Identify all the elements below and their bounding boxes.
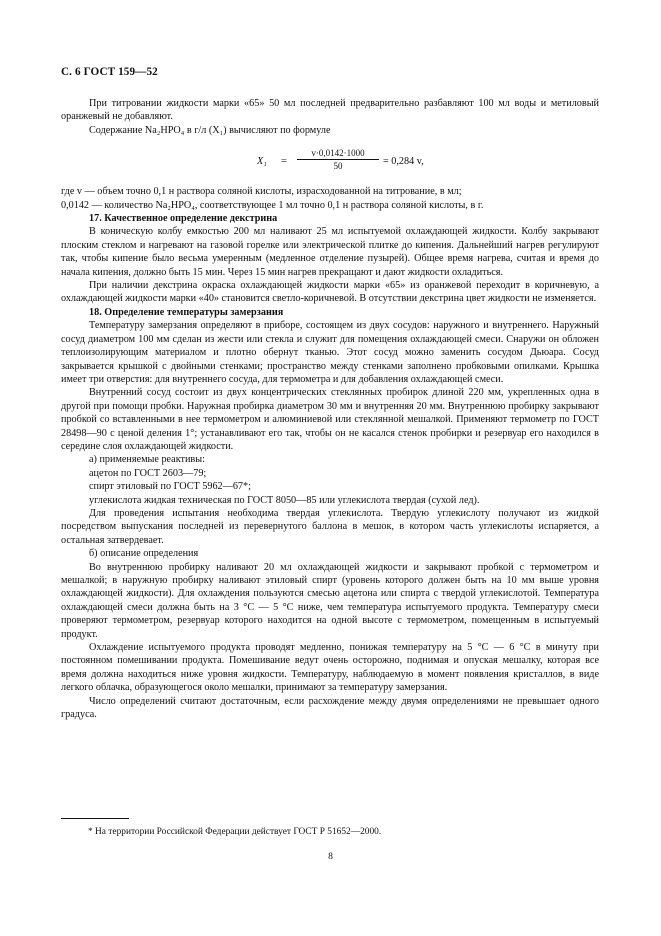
section-18-paragraph-5: Охлаждение испытуемого продукта проводят медленно, понижая температуру на 5 °С — 6 °С в минуту при постоянном помешивании продукта. Помешивание ведут очень осторожно, поднимая и опуская мешалку, которая все время должна находиться ниже уровня жидкости. Температуру, наблюдаемую в момент появления кристаллов, в виде легкого облачка, образующегося около мешалки, принимают за температуру замерзания. [61,642,599,694]
formula-equals: = [281,156,287,168]
section-18-paragraph-2: Внутренний сосуд состоит из двух концентрических стеклянных пробирок длиной 220 мм, укрепленных одна в другой при помощи пробки. Наружная пробирка диаметром 30 мм и внутренняя 20 мм. Внутреннюю пробирку закрывают пробкой со вставленными в нее термометром и алюминиевой или стеклянной мешалкой. Применяют термометр по ГОСТ 28498—90 с ценой деления 1°; устанавливают его так, чтобы он не касался стенок пробирки и резервуар его находился в середине слоя охлаждающей жидкости. [61,387,599,452]
where-line-2: 0,0142 — количество Na₂HPO₄, соответствующее 1 мл точно 0,1 н раствора соляной кислоты, в г. [61,199,484,211]
reagents-title: а) применяемые реактивы: [89,454,205,466]
document-body [61,97,599,721]
description-title: б) описание определения [89,548,199,560]
reagent-acetone: ацетон по ГОСТ 2603—79; [89,467,207,479]
section-17-title: 17. Качественное определение декстрина [89,213,278,225]
section-18-paragraph-4: Во внутреннюю пробирку наливают 20 мл охлаждающей жидкости и закрывают пробкой с термометром и мешалкой; в наружную пробирку наливают этиловый спирт (уровень которого должен быть на 10 мм выше уровня охлаждающей жидкости). Для охлаждения пользуются смесью ацетона или спирта с твердой углекислотой. Температура охлаждающей смеси должна быть на 3 °С — 5 °С ниже, чем температура испытуемого продукта. Температуру смеси проверяют термометром, резервуар которого находится на одной высоте с термометром, помещенным в испытуемый продукт. [61,561,599,640]
section-18-paragraph-6: Число определений считают достаточным, если расхождение между двумя определениями не превышает одного градуса. [61,695,599,721]
section-18-paragraph-1: Температуру замерзания определяют в приборе, состоящем из двух сосудов: наружного и внутреннего. Наружный сосуд диаметром 100 мм сделан из жести или стекла и служит для помещения охлаждающей смеси. Снаружи он обложен теплоизолирующим материалом и плотно обернут тканью. Этот сосуд можно заменить сосудом Дьюара. Сосуд закрывается крышкой с двойными стенками; пространство между стенками заполнено пробковыми опилками. Крышка имеет три отверстия: для внутреннего сосуда, для термометра и для добавления охлаждающей смеси. [61,320,599,385]
footnote: * На территории Российской Федерации действует ГОСТ Р 51652—2000. [88,827,382,837]
formula-rhs: = 0,284 v, [383,156,424,168]
paragraph-titration: При титровании жидкости марки «65» 50 мл последней предварительно разбавляют 100 мл воды и метиловый оранжевый не добавляют. [61,98,599,123]
section-18-paragraph-3: Для проведения испытания необходима твердая углекислота. Твердую углекислоту получают из жидкой посредством выпускания последней из перевернутого баллона в мешок, в котором часть углекислоты испаряется, а остальная затвердевает. [61,507,599,546]
formula-numerator: v·0,0142·1000 [297,147,379,160]
section-17-paragraph-2: При наличии декстрина окраска охлаждающей жидкости марки «65» из оранжевой переходит в коричневую, а охлаждающей жидкости марки «40» становится светло-коричневой. В отсутствии декстрина цвет жидкости не изменяется. [61,280,599,305]
footnote-divider [61,818,129,819]
reagent-ethanol: спирт этиловый по ГОСТ 5962—67*; [89,481,251,493]
where-line-1: где v — объем точно 0,1 н раствора соляной кислоты, израсходованной на титрование, в мл; [61,186,462,198]
formula-fraction [297,147,379,172]
page-number: 8 [328,851,333,862]
section-18-title: 18. Определение температуры замерзания [89,306,284,318]
formula-denominator: 50 [333,161,343,172]
formula [257,147,599,177]
page-header: С. 6 ГОСТ 159—52 [61,66,158,78]
section-17-paragraph-1: В коническую колбу емкостью 200 мл наливают 25 мл испытуемой охлаждающей жидкости. Колбу закрывают плоским стеклом и нагревают на газовой горелке или электрической плитке до кипения. Дальнейший нагрев регулируют так, чтобы кипение было весьма умеренным (медленное отделение пузырей). Общее время нагрева, считая и время до начала кипения, должно быть 15 мин. Через 15 мин нагрев прекращают и дают жидкости охладиться. [61,226,599,278]
formula-lhs: X₁ [257,156,267,168]
paragraph-content-intro: Содержание Na₂HPO₄ в г/л (X₁) вычисляют по формуле [89,124,331,136]
reagent-carbon-dioxide: углекислота жидкая техническая по ГОСТ 8050—85 или углекислота твердая (сухой лед). [89,494,480,506]
